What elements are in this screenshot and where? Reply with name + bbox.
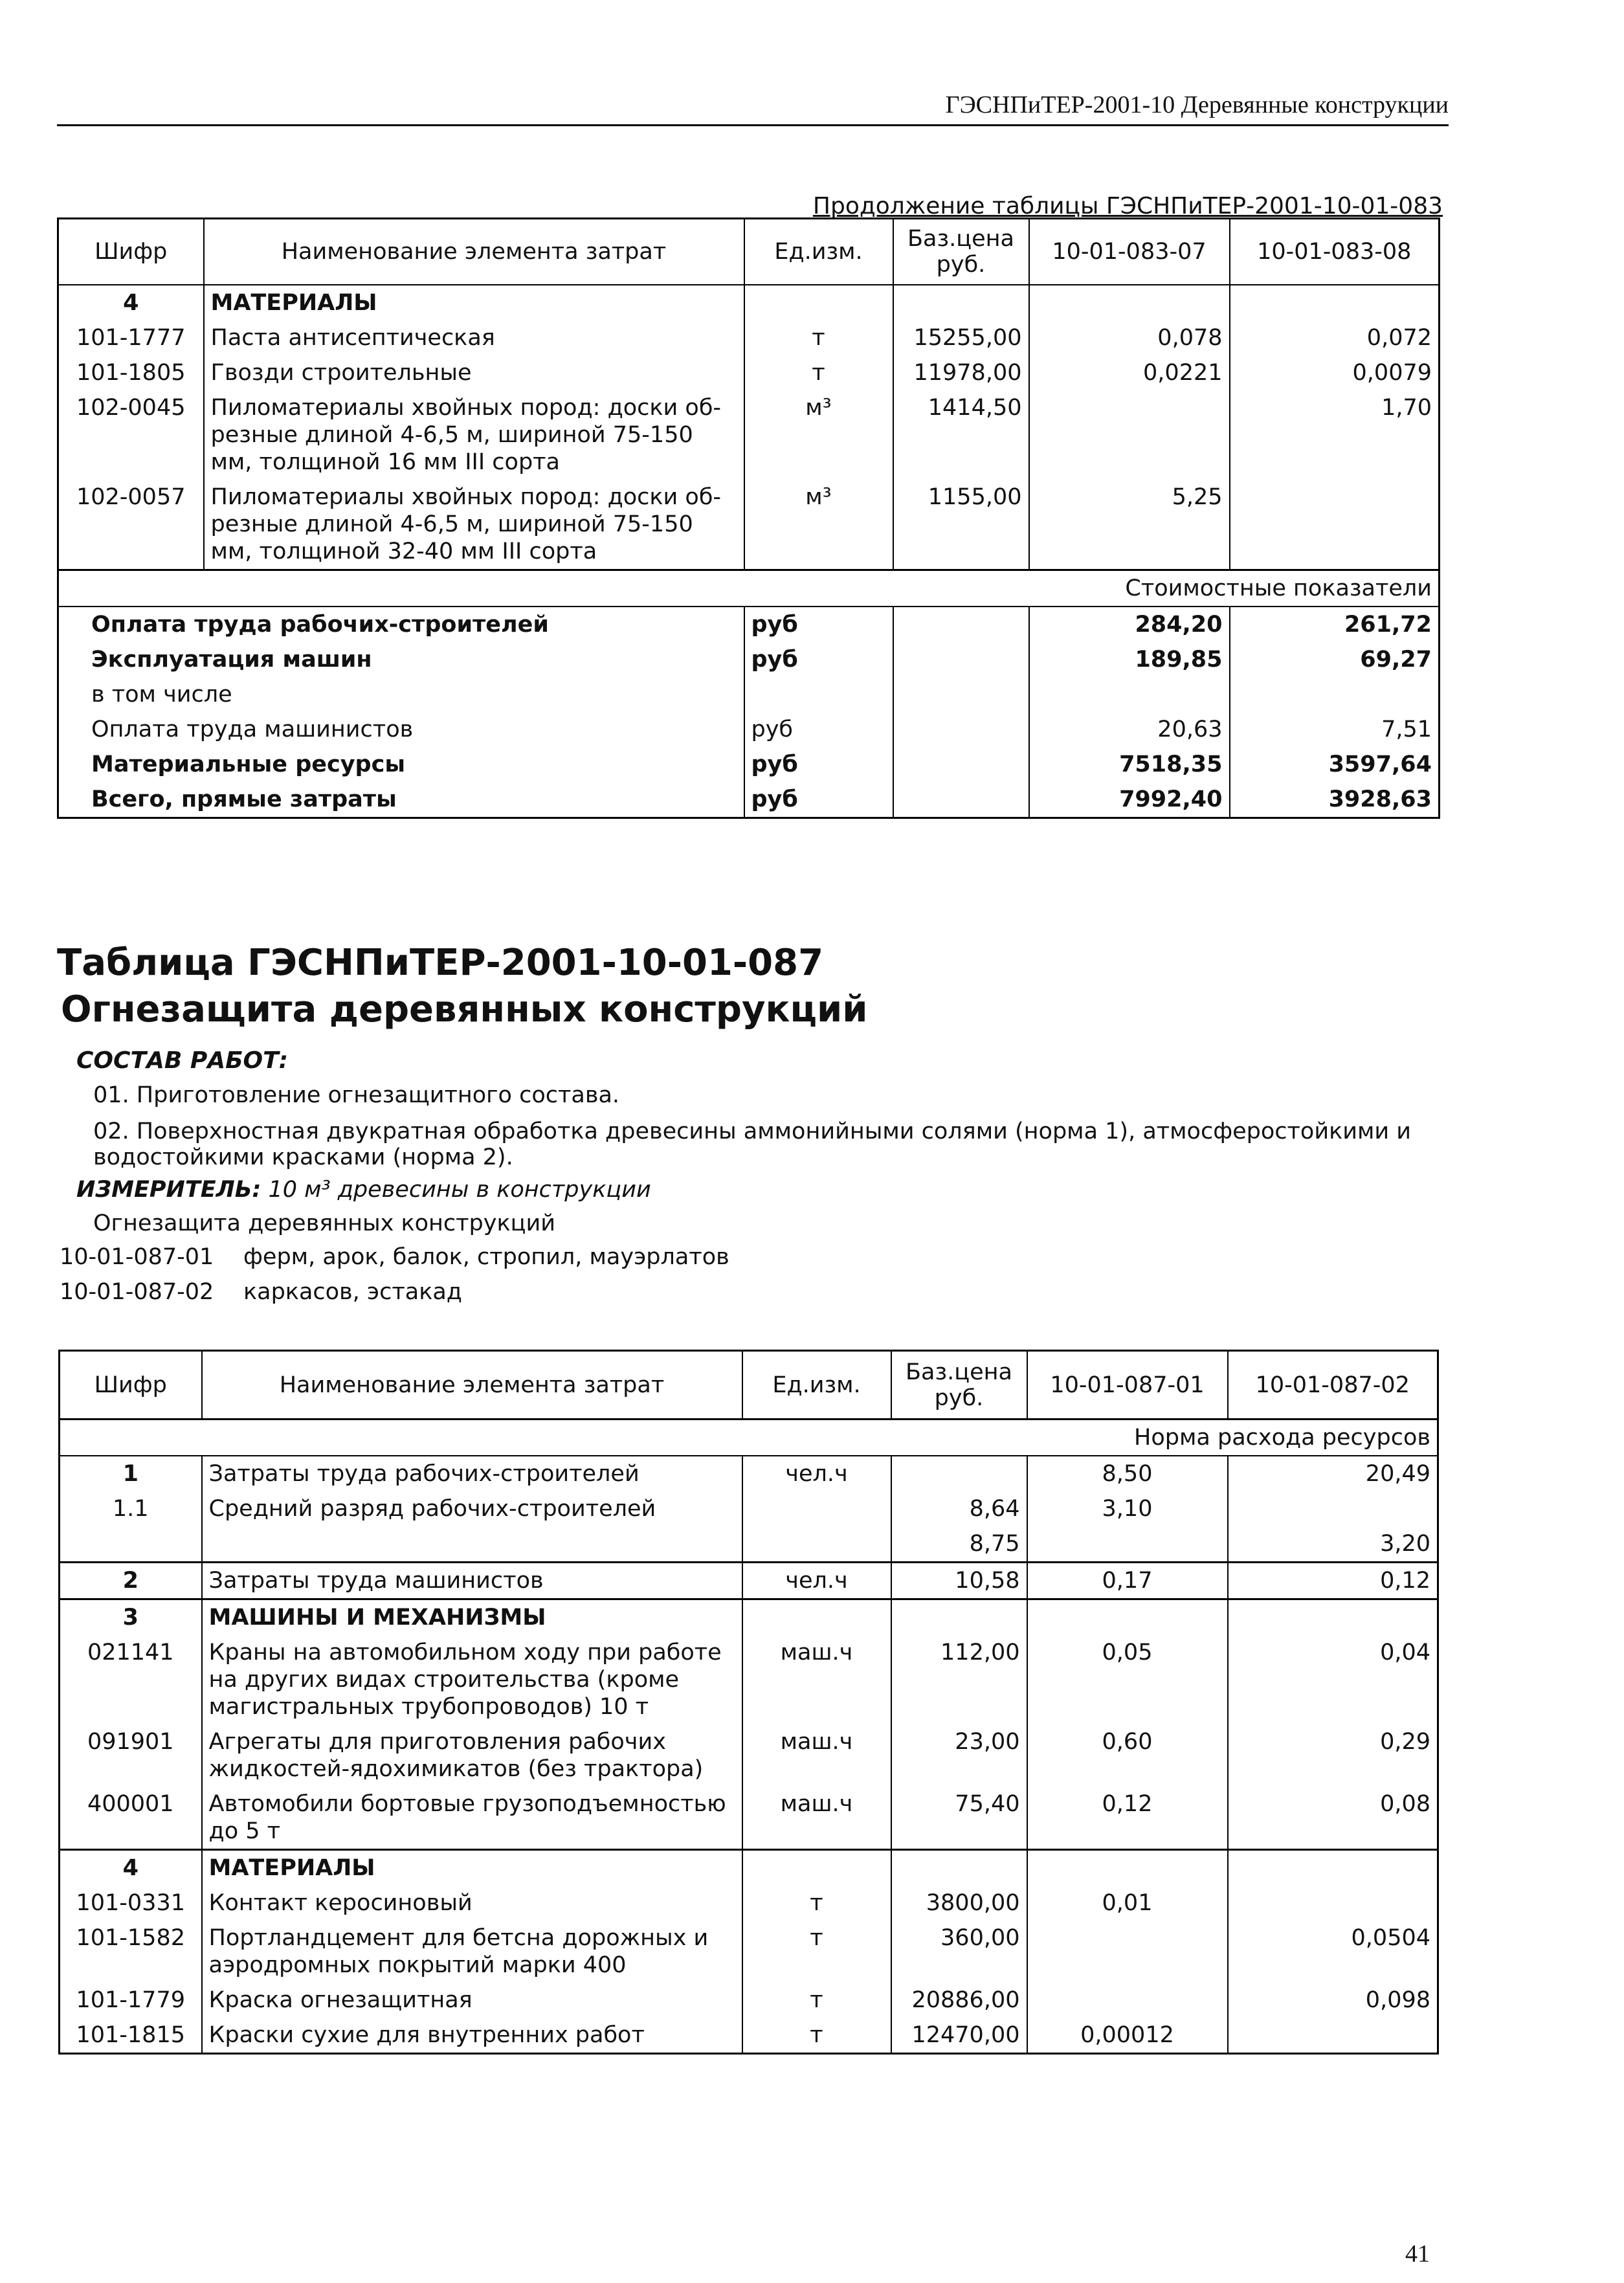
header-norm-2: 10-01-083-08	[1230, 219, 1440, 285]
header-unit: Ед.изм.	[742, 1351, 891, 1420]
row-value-1	[1027, 1921, 1228, 1983]
cost-value-1: 189,85	[1029, 642, 1230, 677]
row-unit	[742, 1491, 891, 1526]
cost-name: Материальные ресурсы	[58, 747, 744, 782]
table-row	[58, 480, 1440, 570]
cost-value-2: 69,27	[1230, 642, 1440, 677]
header-unit: Ед.изм.	[744, 219, 893, 285]
row-code: 102-0045	[58, 390, 204, 480]
section-code: 4	[58, 285, 204, 320]
meter-line	[76, 1177, 651, 1203]
cost-value-1: 20,63	[1029, 712, 1230, 747]
cost-name: Оплата труда машинистов	[58, 712, 744, 747]
row-price: 15255,00	[893, 320, 1029, 355]
cost-name: Эксплуатация машин	[58, 642, 744, 677]
row-unit: т	[742, 1886, 891, 1921]
row-value-1: 3,10	[1027, 1491, 1228, 1526]
work-step-2: 02. Поверхностная двукратная обработка древесины аммонийными солями (норма 1), атмосферостойкими и	[93, 1119, 1411, 1144]
norm-code: 10-01-087-01	[60, 1244, 214, 1270]
table-continuation-caption: Продолжение таблицы ГЭСНПиТЕР-2001-10-01-083	[812, 193, 1443, 219]
meter-value: 10 м³ древесины в конструкции	[268, 1177, 651, 1203]
section-name: МАТЕРИАЛЫ	[202, 1850, 742, 1886]
row-price: 1414,50	[893, 390, 1029, 480]
row-value-2: 0,29	[1228, 1724, 1438, 1787]
row-unit: чел.ч	[742, 1456, 891, 1491]
table-row	[60, 1921, 1438, 1983]
row-value-2	[1230, 480, 1440, 570]
header-code: Шифр	[60, 1351, 202, 1420]
page-number: 41	[1405, 2240, 1430, 2267]
row-code: 091901	[60, 1724, 202, 1787]
running-header: ГЭСНПиТЕР-2001-10 Деревянные конструкции	[57, 91, 1449, 126]
row-value-2: 0,098	[1228, 1983, 1438, 2018]
row-unit: чел.ч	[742, 1563, 891, 1599]
row-price: 10,58	[891, 1563, 1027, 1599]
cost-value-2: 3928,63	[1230, 782, 1440, 818]
cost-value-2: 261,72	[1230, 607, 1440, 642]
row-name: Пиломатериалы хвойных пород: доски об-резные длиной 4-6,5 м, шириной 75-150 мм, толщиной 16 мм III сорта	[204, 390, 744, 480]
group-name: Огнезащита деревянных конструкций	[93, 1210, 555, 1236]
cost-value-1: 7992,40	[1029, 782, 1230, 818]
work-step-2-cont: водостойкими красками (норма 2).	[93, 1144, 513, 1170]
table-row	[60, 1563, 1438, 1599]
row-unit: т	[742, 1983, 891, 2018]
header-name: Наименование элемента затрат	[204, 219, 744, 285]
row-value-1: 0,12	[1027, 1787, 1228, 1850]
row-value-1	[1029, 390, 1230, 480]
row-unit: маш.ч	[742, 1787, 891, 1850]
section-name: МАШИНЫ И МЕХАНИЗМЫ	[202, 1599, 742, 1636]
norm-label-row	[60, 1420, 1438, 1456]
section-name: МАТЕРИАЛЫ	[204, 285, 744, 320]
row-code: 101-1815	[60, 2018, 202, 2054]
row-price: 8,75	[891, 1526, 1027, 1563]
table-subtitle: Огнезащита деревянных конструкций	[61, 988, 868, 1030]
row-name: Краска огнезащитная	[202, 1983, 742, 2018]
row-unit: т	[742, 1921, 891, 1983]
row-value-2: 0,12	[1228, 1563, 1438, 1599]
row-name: Затраты труда рабочих-строителей	[202, 1456, 742, 1491]
row-code: 101-1779	[60, 1983, 202, 2018]
row-code: 2	[60, 1563, 202, 1599]
row-name: Затраты труда машинистов	[202, 1563, 742, 1599]
row-name: Средний разряд рабочих-строителей	[202, 1491, 742, 1526]
header-norm-2: 10-01-087-02	[1228, 1351, 1438, 1420]
row-unit: м³	[744, 390, 893, 480]
row-name: Автомобили бортовые грузоподъемностью до 5 т	[202, 1787, 742, 1850]
row-price: 12470,00	[891, 2018, 1027, 2054]
header-price: Баз.цена руб.	[893, 219, 1029, 285]
section-code: 3	[60, 1599, 202, 1636]
section-row	[58, 285, 1440, 320]
row-value-1: 0,60	[1027, 1724, 1228, 1787]
section-row	[60, 1850, 1438, 1886]
row-code: 101-1777	[58, 320, 204, 355]
row-code: 101-0331	[60, 1886, 202, 1921]
table-row	[60, 1886, 1438, 1921]
cost-value-2: 3597,64	[1230, 747, 1440, 782]
cost-unit: руб	[744, 782, 893, 818]
row-name: Гвозди строительные	[204, 355, 744, 390]
row-value-2: 0,072	[1230, 320, 1440, 355]
row-value-2: 0,0504	[1228, 1921, 1438, 1983]
table-row	[60, 1787, 1438, 1850]
table-row	[60, 2018, 1438, 2054]
header-price: Баз.цена руб.	[891, 1351, 1027, 1420]
row-price: 3800,00	[891, 1886, 1027, 1921]
cost-indicators-row	[58, 570, 1440, 607]
row-price: 20886,00	[891, 1983, 1027, 2018]
row-name: Краны на автомобильном ходу при работе на других видах строительства (кроме магистральных трубопроводов) 10 т	[202, 1635, 742, 1724]
row-price: 11978,00	[893, 355, 1029, 390]
row-code: 1.1	[60, 1491, 202, 1526]
work-step-1: 01. Приготовление огнезащитного состава.	[93, 1082, 620, 1108]
header-name: Наименование элемента затрат	[202, 1351, 742, 1420]
row-value-2: 0,0079	[1230, 355, 1440, 390]
norm-text: каркасов, эстакад	[243, 1279, 463, 1305]
cost-unit: руб	[744, 747, 893, 782]
cost-value-1: 7518,35	[1029, 747, 1230, 782]
cost-row	[58, 747, 1440, 782]
row-value-1: 8,50	[1027, 1456, 1228, 1491]
cost-name: в том числе	[58, 677, 744, 712]
row-price: 75,40	[891, 1787, 1027, 1850]
row-unit: т	[744, 355, 893, 390]
meter-label: ИЗМЕРИТЕЛЬ:	[76, 1177, 261, 1203]
row-code: 021141	[60, 1635, 202, 1724]
table-row	[58, 320, 1440, 355]
row-name: Портландцемент для бетсна дорожных и аэродромных покрытий марки 400	[202, 1921, 742, 1983]
row-price	[891, 1456, 1027, 1491]
row-name: Краски сухие для внутренних работ	[202, 2018, 742, 2054]
composition-heading: СОСТАВ РАБОТ:	[76, 1047, 289, 1074]
cost-row	[58, 642, 1440, 677]
row-code: 101-1805	[58, 355, 204, 390]
row-name: Паста антисептическая	[204, 320, 744, 355]
norm-label: Норма расхода ресурсов	[60, 1420, 1438, 1456]
cost-name: Всего, прямые затраты	[58, 782, 744, 818]
row-value-1: 0,078	[1029, 320, 1230, 355]
table-row	[60, 1635, 1438, 1724]
section-row	[60, 1599, 1438, 1636]
row-value-2: 0,04	[1228, 1635, 1438, 1724]
cost-unit: руб	[744, 607, 893, 642]
row-price: 8,64	[891, 1491, 1027, 1526]
row-code: 101-1582	[60, 1921, 202, 1983]
row-value-1: 0,0221	[1029, 355, 1230, 390]
row-value-2: 0,08	[1228, 1787, 1438, 1850]
row-unit: м³	[744, 480, 893, 570]
header-norm-1: 10-01-083-07	[1029, 219, 1230, 285]
cost-indicators-label: Стоимостные показатели	[58, 570, 1440, 607]
table-10-01-087	[58, 1350, 1439, 2055]
table-row	[58, 390, 1440, 480]
cost-unit: руб	[744, 712, 893, 747]
row-value-1	[1027, 1983, 1228, 2018]
table-row	[60, 1491, 1438, 1526]
row-value-1: 0,00012	[1027, 2018, 1228, 2054]
row-code: 102-0057	[58, 480, 204, 570]
table-row	[60, 1724, 1438, 1787]
row-price: 1155,00	[893, 480, 1029, 570]
row-value-2	[1228, 2018, 1438, 2054]
table-row	[58, 355, 1440, 390]
row-name: Агрегаты для приготовления рабочих жидкостей-ядохимикатов (без трактора)	[202, 1724, 742, 1787]
table-10-01-083-continued	[57, 217, 1440, 819]
row-value-2: 1,70	[1230, 390, 1440, 480]
row-price: 112,00	[891, 1635, 1027, 1724]
row-code: 1	[60, 1456, 202, 1491]
row-price: 360,00	[891, 1921, 1027, 1983]
row-value-2: 20,49	[1228, 1456, 1438, 1491]
table-row	[60, 1456, 1438, 1491]
cost-row	[58, 607, 1440, 642]
row-value-1: 0,01	[1027, 1886, 1228, 1921]
row-unit: т	[744, 320, 893, 355]
row-value-2	[1228, 1886, 1438, 1921]
row-name: Пиломатериалы хвойных пород: доски об-резные длиной 4-6,5 м, шириной 75-150 мм, толщиной 32-40 мм III сорта	[204, 480, 744, 570]
header-norm-1: 10-01-087-01	[1027, 1351, 1228, 1420]
row-value-1: 0,17	[1027, 1563, 1228, 1599]
table-title: Таблица ГЭСНПиТЕР-2001-10-01-087	[57, 942, 824, 984]
row-value-2: 3,20	[1228, 1526, 1438, 1563]
row-value-2	[1228, 1491, 1438, 1526]
header-code: Шифр	[58, 219, 204, 285]
norm-text: ферм, арок, балок, стропил, мауэрлатов	[243, 1244, 729, 1270]
norm-code: 10-01-087-02	[60, 1279, 214, 1305]
table-row	[60, 1983, 1438, 2018]
cost-row	[58, 677, 1440, 712]
table-row	[60, 1526, 1438, 1563]
cost-row	[58, 712, 1440, 747]
row-unit: маш.ч	[742, 1635, 891, 1724]
row-value-1: 5,25	[1029, 480, 1230, 570]
cost-name: Оплата труда рабочих-строителей	[58, 607, 744, 642]
row-value-1: 0,05	[1027, 1635, 1228, 1724]
cost-unit: руб	[744, 642, 893, 677]
row-price: 23,00	[891, 1724, 1027, 1787]
cost-value-2: 7,51	[1230, 712, 1440, 747]
row-name: Контакт керосиновый	[202, 1886, 742, 1921]
row-unit: т	[742, 2018, 891, 2054]
row-code: 400001	[60, 1787, 202, 1850]
row-unit: маш.ч	[742, 1724, 891, 1787]
cost-row	[58, 782, 1440, 818]
section-code: 4	[60, 1850, 202, 1886]
cost-value-1: 284,20	[1029, 607, 1230, 642]
